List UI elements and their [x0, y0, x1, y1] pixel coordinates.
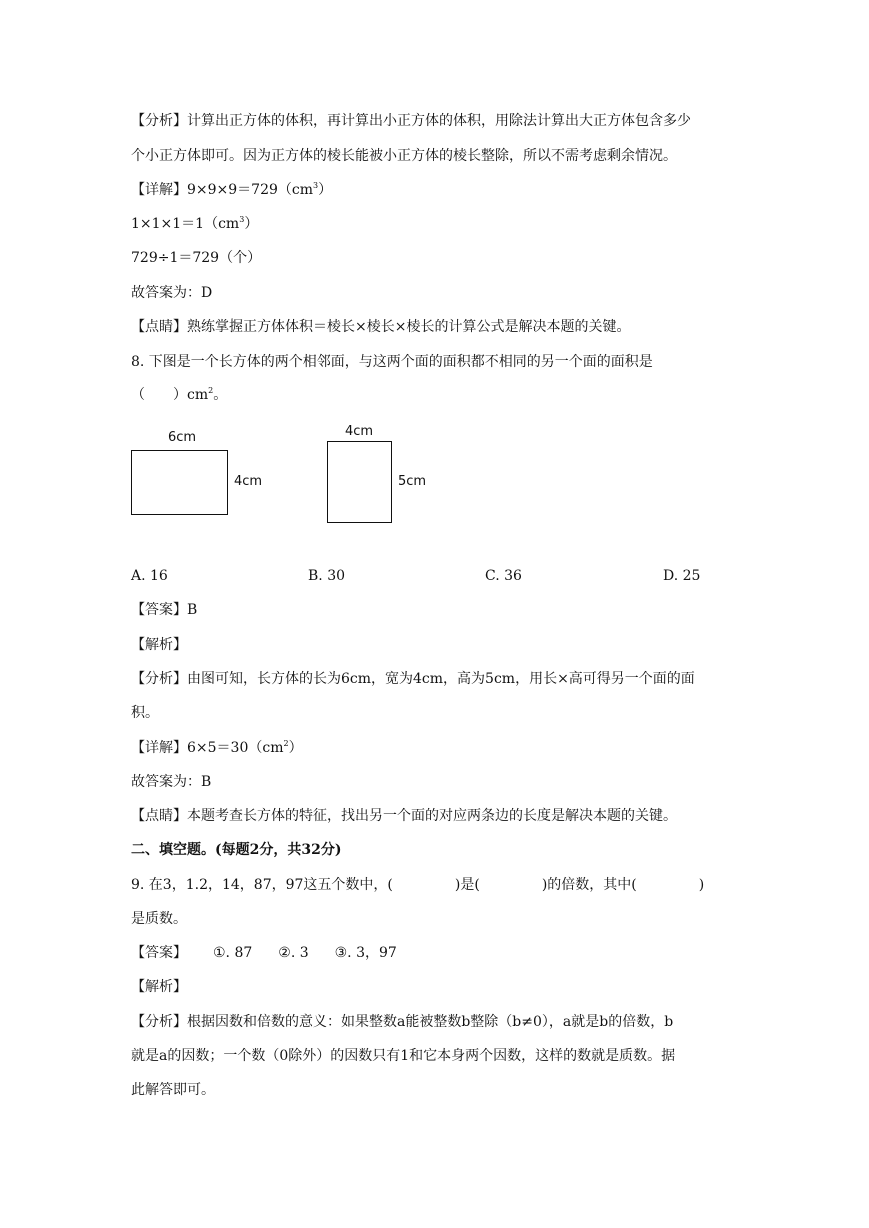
- answer-item-3: ③. 3，97: [334, 945, 397, 961]
- analysis-9-line-3: 此解答即可。: [131, 1082, 215, 1098]
- detail-text: 【详解】6×5＝30（cm: [131, 740, 284, 756]
- blank-text-end: 。: [213, 387, 228, 403]
- detail-line-2: [131, 214, 258, 234]
- answer-label: 【答案】: [131, 945, 187, 961]
- question-9-text-c: )的倍数，其中(: [541, 877, 637, 893]
- question-8-line-1: 8. 下图是一个长方体的两个相邻面，与这两个面的面积都不相同的另一个面的面积是: [131, 354, 653, 370]
- detail-text-end: ）: [318, 182, 333, 198]
- detail-8-line-1: [131, 738, 303, 758]
- blank-text: （ ）cm: [131, 387, 209, 403]
- tip-line-8: 【点睛】本题考查长方体的特征，找出另一个面的对应两条边的长度是解决本题的关键。: [131, 808, 677, 824]
- question-9-text-a: 9. 在3，1.2，14，87，97这五个数中，(: [131, 877, 393, 893]
- answer-line-9: [131, 943, 397, 963]
- figure-rect-1-top-label: 6cm: [168, 430, 197, 445]
- answer-line-8: 【答案】B: [131, 602, 198, 618]
- explanation-heading-9: 【解析】: [131, 979, 187, 995]
- option-b: B. 30: [308, 568, 346, 584]
- analysis-9-line-1: 【分析】根据因数和倍数的意义：如果整数a能被整数b整除（b≠0），a就是b的倍数，b: [131, 1014, 674, 1030]
- answer-conclusion-1: 故答案为：D: [131, 285, 213, 301]
- superscript: 2: [283, 739, 289, 748]
- answer-conclusion-8: 故答案为：B: [131, 774, 212, 790]
- analysis-line-2: 个小正方体即可。因为正方体的棱长能被小正方体的棱长整除，所以不需考虑剩余情况。: [131, 148, 677, 164]
- question-9-line-1: [131, 875, 704, 895]
- question-9-text-d: ): [698, 877, 705, 893]
- detail-line-1: [131, 180, 332, 200]
- analysis-8-line-2: 积。: [131, 705, 159, 721]
- answer-item-2: ②. 3: [278, 945, 309, 961]
- superscript: 3: [239, 215, 245, 224]
- tip-line-1: 【点睛】熟练掌握正方体体积＝棱长×棱长×棱长的计算公式是解决本题的关键。: [131, 319, 631, 335]
- superscript: 2: [208, 386, 214, 395]
- figure-rect-2-top-label: 4cm: [345, 424, 374, 439]
- detail-text: 1×1×1＝1（cm: [131, 216, 240, 232]
- analysis-line-1: 【分析】计算出正方体的体积，再计算出小正方体的体积，用除法计算出大正方体包含多少: [131, 113, 691, 129]
- detail-text-end: ）: [288, 740, 303, 756]
- question-9-line-2: 是质数。: [131, 911, 187, 927]
- figure-rect-2: [327, 441, 392, 523]
- figure-rect-2-right-label: 5cm: [398, 474, 427, 489]
- option-d: D. 25: [663, 568, 701, 584]
- detail-text-end: ）: [244, 216, 259, 232]
- answer-item-1: ①. 87: [213, 945, 253, 961]
- option-c: C. 36: [485, 568, 522, 584]
- option-a: A. 16: [131, 568, 168, 584]
- superscript: 3: [313, 181, 319, 190]
- analysis-8-line-1: 【分析】由图可知，长方体的长为6cm，宽为4cm，高为5cm，用长×高可得另一个面的面: [131, 671, 695, 687]
- section-heading-fill-in: 二、填空题。(每题2分，共32分): [131, 842, 342, 858]
- explanation-heading-8: 【解析】: [131, 637, 187, 653]
- question-8-line-2: [131, 385, 227, 405]
- figure-rect-1: [131, 450, 228, 515]
- analysis-9-line-2: 就是a的因数；一个数（0除外）的因数只有1和它本身两个因数，这样的数就是质数。据: [131, 1048, 676, 1064]
- question-9-text-b: )是(: [454, 877, 480, 893]
- detail-line-3: 729÷1＝729（个）: [131, 250, 262, 266]
- figure-rect-1-right-label: 4cm: [234, 474, 263, 489]
- detail-text: 【详解】9×9×9＝729（cm: [131, 182, 314, 198]
